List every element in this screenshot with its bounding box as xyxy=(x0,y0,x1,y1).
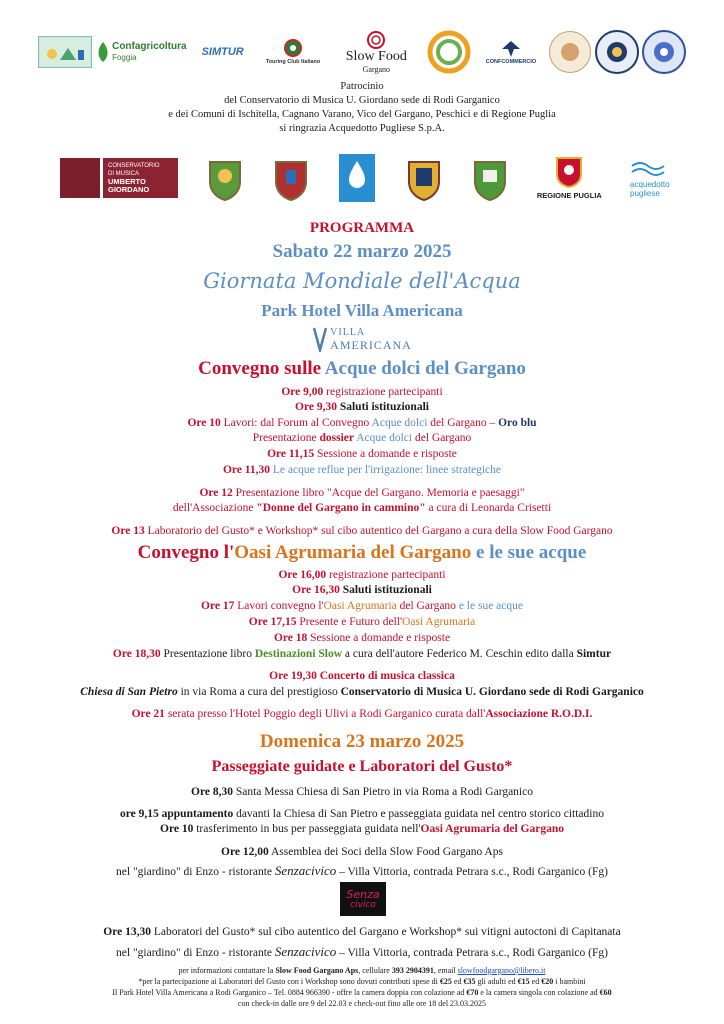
title-part: e le sue acque xyxy=(471,542,587,563)
seal-logo-1 xyxy=(549,31,591,73)
event-title: Giornata Mondiale dell'Acqua xyxy=(203,269,521,293)
patronage-line: e dei Comuni di Ischitella, Cagnano Varano, Vico del Gargano, Peschici e di Regione Puglia xyxy=(168,109,556,120)
footer-line xyxy=(0,976,724,987)
schedule-row xyxy=(0,417,724,429)
patronage-block xyxy=(0,80,724,136)
schedule-row xyxy=(0,808,724,820)
simtur-name: SIMTUR xyxy=(201,46,244,58)
schedule-row xyxy=(0,432,724,444)
crest-vico-icon xyxy=(405,154,443,202)
schedule-text: Oro blu xyxy=(498,417,537,429)
crest-ischitella-icon xyxy=(206,154,244,202)
schedule-text: e le sue acque xyxy=(455,600,523,612)
title-part: Oasi Agrumaria del Gargano xyxy=(234,542,472,563)
footer-text: i bambini xyxy=(553,977,586,986)
schedule-row xyxy=(0,525,724,537)
touring-club-logo xyxy=(258,29,328,75)
confcommercio-logo xyxy=(476,32,546,72)
schedule-time: ore 9,15 appuntamento xyxy=(120,808,234,820)
schedule-row xyxy=(0,670,724,682)
footer-text: , cellulare xyxy=(358,966,392,975)
schedule-time: Ore 12,00 xyxy=(221,846,269,858)
regione-name: REGIONE PUGLIA xyxy=(536,191,602,200)
schedule-text: a cura dell'autore Federico M. Ceschin edito dalla xyxy=(342,648,577,660)
schedule-time: Ore 11,15 xyxy=(267,448,315,460)
aqp-name: pugliese xyxy=(630,189,660,198)
footer-text: 393 2904391 xyxy=(391,966,434,975)
footer-text: €20 xyxy=(541,977,554,986)
schedule-time: Ore 17 xyxy=(201,600,235,612)
cons-text: UMBERTO xyxy=(108,177,146,186)
aqp-waves-icon xyxy=(630,158,670,180)
villa-logo-text: VILLA xyxy=(330,327,366,338)
programma-heading: PROGRAMMA xyxy=(309,220,415,236)
schedule-text: dossier xyxy=(319,432,354,444)
schedule-row xyxy=(0,401,724,413)
schedule-text: Acque dolci xyxy=(353,432,413,444)
email-link[interactable]: slowfoodgargano@libero.it xyxy=(457,966,546,975)
aqp-name: acquedotto xyxy=(630,180,670,189)
schedule-row xyxy=(0,616,724,628)
schedule-time: Ore 18 xyxy=(273,632,308,644)
title-part: Convegno sulle xyxy=(198,358,325,379)
schedule-text: nel "giardino" di Enzo - ristorante xyxy=(116,947,275,959)
schedule-time: Ore 18,30 xyxy=(112,648,161,660)
senza-logo-text: Senza xyxy=(346,887,380,901)
schedule-text: a cura di Leonarda Crisetti xyxy=(425,502,552,514)
footer-text: per informazioni contattare la xyxy=(178,966,276,975)
schedule-row xyxy=(0,502,724,514)
schedule-time: Ore 21 xyxy=(131,708,165,720)
confagricoltura-logo xyxy=(95,37,187,67)
schedule-row xyxy=(0,632,724,644)
date-sunday: Domenica 23 marzo 2025 xyxy=(259,731,465,752)
schedule-text: Saluti istituzionali xyxy=(339,584,432,596)
schedule-time: Ore 12 xyxy=(199,487,233,499)
footer-text: €70 xyxy=(466,988,479,997)
villa-logo-icon xyxy=(312,326,328,352)
schedule-row xyxy=(0,926,724,938)
schedule-text: Saluti istituzionali xyxy=(336,401,429,413)
title-part: Convegno l' xyxy=(137,542,235,563)
footer-text: €25 xyxy=(439,977,452,986)
schedule-text: Presentazione libro "Acque del Gargano. Memoria e paesaggi" xyxy=(232,487,525,499)
seal-logo-3 xyxy=(642,30,686,74)
cons-text: CONSERVATORIO xyxy=(108,163,160,169)
regione-crest-icon xyxy=(555,156,583,188)
schedule-text: del Gargano xyxy=(412,432,472,444)
footer-text: *per la partecipazione ai Laboratori del Gusto con i Workshop sono dovuti contributi spese di xyxy=(138,977,440,986)
schedule-time: Ore 16,30 xyxy=(292,584,340,596)
schedule-text: Conservatorio di Musica U. Giordano sede di Rodi Garganico xyxy=(340,686,644,698)
schedule-text: Le acque reflue per l'irrigazione: linee strategiche xyxy=(270,464,502,476)
schedule-text: Destinazioni Slow xyxy=(254,648,343,660)
cons-text: GIORDANO xyxy=(108,185,150,194)
footer-text: Slow Food Gargano Aps xyxy=(275,966,359,975)
world-water-day-icon xyxy=(338,153,376,203)
footer-text: Il Park Hotel Villa Americana a Rodi Garganico – Tel. 0884 966390 - offre la camera doppia con colazione ad xyxy=(112,988,467,997)
schedule-row xyxy=(0,823,724,835)
schedule-text: – Villa Vittoria, contrada Petrara s.c., Rodi Garganico (Fg) xyxy=(336,947,608,959)
confagricoltura-name: Confagricoltura xyxy=(112,41,187,52)
schedule-row xyxy=(0,648,724,660)
schedule-text: Sessione a domande e risposte xyxy=(307,632,451,644)
venue-name: Park Hotel Villa Americana xyxy=(261,301,463,320)
footer-info xyxy=(0,965,724,1009)
senza-logo-text: civico xyxy=(350,899,376,910)
footer-line: con check-in dalle ore 9 del 22.03 e check-out fino alle ore 18 del 23.03.2025 xyxy=(237,999,487,1008)
schedule-text: Associazione R.O.D.I. xyxy=(485,708,593,720)
tci-emblem-icon xyxy=(284,39,302,57)
schedule-text: del Gargano xyxy=(396,600,456,612)
schedule-time: Ore 17,15 xyxy=(248,616,297,628)
schedule-time: Ore 19,30 xyxy=(269,670,317,682)
schedule-text: del Gargano xyxy=(427,417,487,429)
confagricoltura-sub: Foggia xyxy=(112,53,137,62)
cultural-district-logo xyxy=(425,30,473,74)
schedule-text: Chiesa di San Pietro xyxy=(80,686,178,698)
schedule-row xyxy=(0,846,724,858)
schedule-text: registrazione partecipanti xyxy=(323,386,443,398)
slow-food-sub: Gargano xyxy=(362,64,391,74)
villa-americana-logo xyxy=(0,324,724,354)
acquedotto-pugliese-logo xyxy=(630,158,670,198)
schedule-text: Presentazione libro xyxy=(160,648,255,660)
footer-text: gli adulti ed xyxy=(475,977,518,986)
footer-line xyxy=(0,987,724,998)
institution-logos-row xyxy=(60,150,670,206)
footer-text: , email xyxy=(433,966,458,975)
schedule-text: trasferimento in bus per passeggiata guidata nell' xyxy=(193,823,421,835)
festival-logo xyxy=(38,36,92,68)
patronage-title: Patrocinio xyxy=(340,81,384,92)
sunday-subtitle: Passeggiate guidate e Laboratori del Gusto* xyxy=(211,758,513,775)
seal-logo-2 xyxy=(595,30,639,74)
schedule-row xyxy=(0,464,724,476)
schedule-time: Ore 9,00 xyxy=(281,386,324,398)
schedule-row xyxy=(0,569,724,581)
tci-name: Touring Club Italiano xyxy=(265,59,321,65)
patronage-line: del Conservatorio di Musica U. Giordano sede di Rodi Garganico xyxy=(224,95,500,106)
footer-text: e la camera singola con colazione ad xyxy=(478,988,600,997)
schedule-row xyxy=(0,487,724,499)
schedule-row xyxy=(0,786,724,798)
footer-text: ed xyxy=(451,977,464,986)
schedule-text: "Donne del Gargano in cammino" xyxy=(256,502,426,514)
schedule-text: Acque dolci xyxy=(371,417,428,429)
schedule-text: in via Roma a cura del prestigioso xyxy=(177,686,341,698)
schedule-time: Ore 16,00 xyxy=(278,569,327,581)
schedule-text: Laboratori del Gusto* sul cibo autentico del Gargano e Workshop* sui vitigni autoctoni di Capitanata xyxy=(150,926,621,938)
schedule-text: Presentazione xyxy=(252,432,320,444)
schedule-text: dell'Associazione xyxy=(172,502,257,514)
conservatorio-logo xyxy=(60,158,178,198)
crest-peschici-icon xyxy=(471,154,509,202)
schedule-text: – xyxy=(486,417,499,429)
confcommercio-name: CONFCOMMERCIO xyxy=(485,59,537,65)
schedule-row xyxy=(0,708,724,720)
eagle-icon xyxy=(500,39,522,59)
schedule-text: registrazione partecipanti xyxy=(326,569,446,581)
schedule-text: Presente e Futuro dell' xyxy=(296,616,403,628)
footer-text: ed xyxy=(529,977,542,986)
schedule-text: Lavori: dal Forum al Convegno xyxy=(220,417,372,429)
schedule-time: Ore 10 xyxy=(187,417,221,429)
title-part: Acque dolci del Gargano xyxy=(324,358,526,379)
schedule-text: Concerto di musica classica xyxy=(316,670,455,682)
schedule-time: Ore 13,30 xyxy=(103,926,151,938)
schedule-text: Santa Messa Chiesa di San Pietro in via Roma a Rodi Garganico xyxy=(232,786,533,798)
schedule-text: Laboratorio del Gusto* e Workshop* sul cibo autentico del Gargano a cura della Slow Food Gargano xyxy=(144,525,613,537)
patronage-line: si ringrazia Acquedotto Pugliese S.p.A. xyxy=(279,123,445,134)
schedule-text: Assemblea dei Soci della Slow Food Gargano Aps xyxy=(268,846,503,858)
schedule-text: davanti la Chiesa di San Pietro e passeggiata guidata nel centro storico cittadino xyxy=(233,808,604,820)
leaf-icon xyxy=(96,41,110,63)
date-saturday: Sabato 22 marzo 2025 xyxy=(272,241,452,262)
cons-text: DI MUSICA xyxy=(108,171,140,177)
schedule-text: serata presso l'Hotel Poggio degli Ulivi a Rodi Garganico curata dall' xyxy=(164,708,486,720)
schedule-text: nel "giardino" di Enzo - ristorante xyxy=(116,866,275,878)
schedule-time: Ore 10 xyxy=(160,823,194,835)
footer-line xyxy=(0,965,724,976)
crest-cagnano-icon xyxy=(272,154,310,202)
sponsor-logos-row xyxy=(38,24,686,80)
schedule-row xyxy=(0,386,724,398)
footer-text: €35 xyxy=(463,977,476,986)
schedule-text: Senzacivico xyxy=(274,863,337,878)
slow-food-logo xyxy=(331,24,421,80)
schedule-row xyxy=(0,600,724,612)
schedule-text: – Villa Vittoria, contrada Petrara s.c., Rodi Garganico (Fg) xyxy=(336,866,608,878)
simtur-logo xyxy=(191,37,255,67)
schedule-row xyxy=(0,584,724,596)
schedule-text: Oasi Agrumaria del Gargano xyxy=(420,823,564,835)
slow-food-name: Slow Food xyxy=(345,48,407,64)
schedule-text: Simtur xyxy=(576,648,612,660)
villa-logo-text: AMERICANA xyxy=(330,338,412,352)
footer-text: €60 xyxy=(599,988,612,997)
schedule-text: Lavori convegno l' xyxy=(234,600,324,612)
schedule-row xyxy=(0,448,724,460)
regione-puglia-logo xyxy=(537,156,602,200)
schedule-row xyxy=(0,863,724,879)
snail-icon xyxy=(364,31,388,49)
schedule-time: Ore 9,30 xyxy=(295,401,337,413)
schedule-time: Ore 11,30 xyxy=(222,464,271,476)
senzacivico-logo xyxy=(340,882,386,916)
schedule-time: Ore 13 xyxy=(111,525,145,537)
schedule-text: Senzacivico xyxy=(274,944,337,959)
schedule-row xyxy=(0,944,724,960)
schedule-text: Sessione a domande e risposte xyxy=(314,448,457,460)
schedule-text: Oasi Agrumaria xyxy=(402,616,476,628)
schedule-row xyxy=(0,686,724,698)
convegno1-title xyxy=(0,358,724,380)
footer-text: €15 xyxy=(517,977,530,986)
schedule-text: Oasi Agrumaria xyxy=(323,600,397,612)
schedule-time: Ore 8,30 xyxy=(191,786,233,798)
convegno2-title xyxy=(0,542,724,564)
